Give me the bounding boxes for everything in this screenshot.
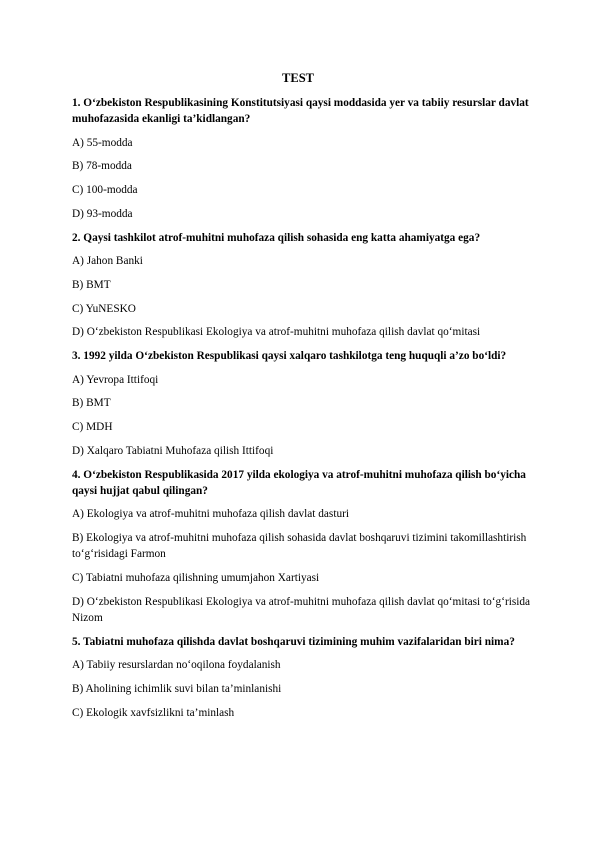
answer-option-b: B) Aholining ichimlik suvi bilan ta’minlanishi — [72, 683, 282, 696]
answer-option-b: B) 78-modda — [72, 160, 132, 173]
answer-option-b: B) BMT — [72, 397, 111, 410]
answer-option-d: D) O‘zbekiston Respublikasi Ekologiya va atrof-muhitni muhofaza qilish davlat qo‘mitasi to‘g‘risida Nizom — [72, 596, 531, 625]
answer-option-a: A) 55-modda — [72, 136, 133, 149]
question-list — [72, 95, 532, 729]
answer-option-c: C) YuNESKO — [72, 302, 136, 315]
document-title: TEST — [282, 71, 314, 85]
question-text: 5. Tabiatni muhofaza qilishda davlat boshqaruvi tizimining muhim vazifalaridan biri nima? — [72, 636, 515, 649]
answer-option-c: C) Ekologik xavfsizlikni ta’minlash — [72, 707, 235, 720]
question-text: 4. O‘zbekiston Respublikasida 2017 yilda ekologiya va atrof-muhitni muhofaza qilish bo‘yicha qaysi hujjat qabul qilingan? — [72, 468, 526, 498]
question-text: 1. O‘zbekiston Respublikasining Konstitutsiyasi qaysi moddasida yer va tabiiy resurslar davlat muhofazasida ekanligi ta’kidlangan? — [72, 97, 529, 126]
question-text: 3. 1992 yilda O‘zbekiston Respublikasi qaysi xalqaro tashkilotga teng huquqli a’zo bo‘ldi? — [72, 350, 507, 363]
answer-option-a: A) Ekologiya va atrof-muhitni muhofaza qilish davlat dasturi — [72, 508, 350, 521]
answer-option-c: C) Tabiatni muhofaza qilishning umumjahon Xartiyasi — [72, 572, 320, 585]
answer-option-d: D) O‘zbekiston Respublikasi Ekologiya va atrof-muhitni muhofaza qilish davlat qo‘mitasi — [72, 326, 481, 339]
question-block-3 — [72, 348, 532, 459]
answer-option-d: D) Xalqaro Tabiatni Muhofaza qilish Ittifoqi — [72, 444, 274, 457]
question-block-2 — [72, 230, 532, 341]
answer-option-c: C) 100-modda — [72, 184, 138, 197]
answer-option-a: A) Tabiiy resurslardan no‘oqilona foydalanish — [72, 659, 281, 672]
question-block-1 — [72, 95, 532, 222]
answer-option-b: B) Ekologiya va atrof-muhitni muhofaza qilish sohasida davlat boshqaruvi tizimini takomillashtirish to‘g‘risidagi Farmon — [72, 532, 527, 561]
question-block-4 — [72, 467, 532, 627]
answer-option-d: D) 93-modda — [72, 207, 133, 220]
answer-option-c: C) MDH — [72, 421, 113, 434]
answer-option-a: A) Yevropa Ittifoqi — [72, 373, 159, 386]
answer-option-b: B) BMT — [72, 278, 111, 291]
question-block-5 — [72, 634, 532, 721]
question-text: 2. Qaysi tashkilot atrof-muhitni muhofaza qilish sohasida eng katta ahamiyatga ega? — [72, 231, 481, 244]
answer-option-a: A) Jahon Banki — [72, 255, 143, 268]
